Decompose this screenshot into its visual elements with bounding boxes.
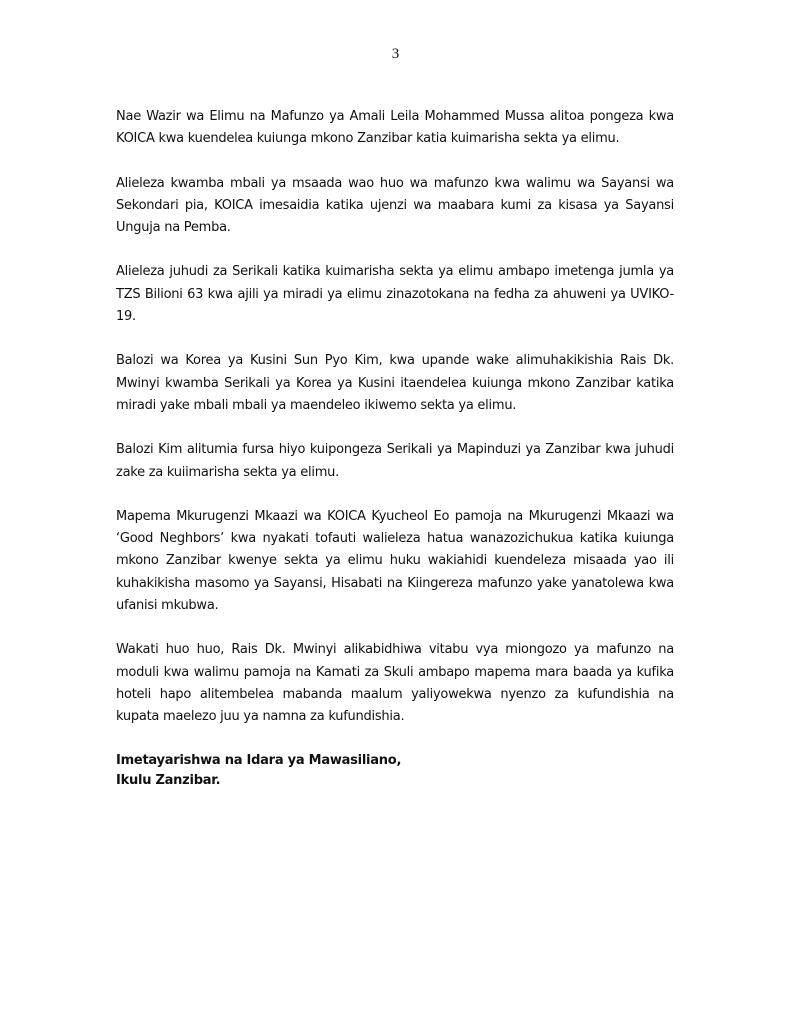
paragraph-koica-laboratories: Alieleza kwamba mbali ya msaada wao huo wa mafunzo kwa walimu wa Sayansi wa Sekondari pia, KOICA imesaidia katika ujenzi wa maabara kumi za kisasa ya Sayansi Unguja na Pemba.	[116, 175, 674, 236]
signature-office: Ikulu Zanzibar.	[116, 772, 221, 788]
paragraph-books-handover: Wakati huo huo, Rais Dk. Mwinyi alikabidhiwa vitabu vya miongozo ya mafunzo na moduli kwa walimu pamoja na Kamati za Skuli ambapo mapema mara baada ya kufika hoteli hapo alitembelea mabanda maalum yaliyowekwa nyenzo za kufundishia na kupata maelezo juu ya namna za kufundishia.	[116, 642, 674, 725]
signature-department: Imetayarishwa na Idara ya Mawasiliano,	[116, 752, 402, 768]
paragraph-minister-congratulations: Nae Wazir wa Elimu na Mafunzo ya Amali Leila Mohammed Mussa alitoa pongeza kwa KOICA kwa kuendelea kuiunga mkono Zanzibar katia kuimarisha sekta ya elimu.	[116, 109, 674, 147]
paragraph-koica-director: Mapema Mkurugenzi Mkaazi wa KOICA Kyucheol Eo pamoja na Mkurugenzi Mkaazi wa ‘Good Neghbors’ kwa nyakati tofauti walieleza hatua wanazozichukua katika kuiunga mkono Zanzibar kwenye sekta ya elimu huku wakiahidi kuendeleza misaada yao ili kuhakikisha masomo ya Sayansi, Hisabati na Kiingereza mafunzo yake yanatolewa kwa ufanisi mkubwa.	[116, 508, 674, 614]
page-number: 3	[391, 46, 400, 62]
document-body	[116, 106, 674, 791]
paragraph-government-funding: Alieleza juhudi za Serikali katika kuimarisha sekta ya elimu ambapo imetenga jumla ya TZS Bilioni 63 kwa ajili ya miradi ya elimu zinazotokana na fedha za ahuweni ya UVIKO-19.	[116, 264, 674, 325]
signature-block	[116, 751, 674, 791]
paragraph-ambassador-assurance: Balozi wa Korea ya Kusini Sun Pyo Kim, kwa upande wake alimuhakikishia Rais Dk. Mwinyi kwamba Serikali ya Korea ya Kusini itaendelea kuiunga mkono Zanzibar katika miradi yake mbali mbali ya maendeleo ikiwemo sekta ya elimu.	[116, 353, 674, 413]
paragraph-ambassador-praise: Balozi Kim alitumia fursa hiyo kuipongeza Serikali ya Mapinduzi ya Zanzibar kwa juhudi zake za kuiimarisha sekta ya elimu.	[116, 442, 674, 480]
